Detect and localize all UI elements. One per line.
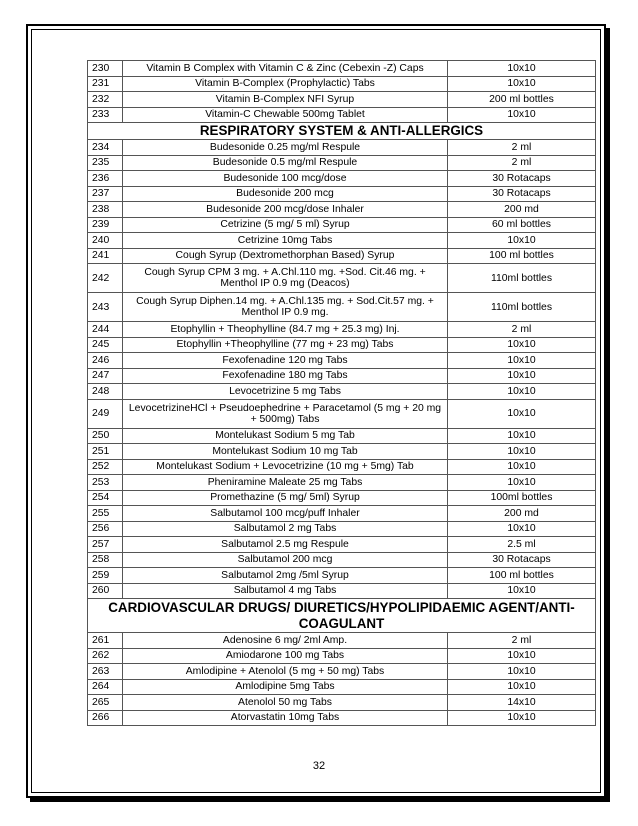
page-number: 32	[312, 760, 326, 772]
table-row	[88, 171, 596, 187]
item-name: Amlodipine + Atenolol (5 mg + 50 mg) Tabs	[123, 664, 448, 680]
item-number: 236	[88, 171, 123, 187]
item-pack-size: 10x10	[448, 664, 596, 680]
item-name: Levocetrizine 5 mg Tabs	[123, 384, 448, 400]
table-row	[88, 710, 596, 726]
table-row	[88, 648, 596, 664]
table-row	[88, 76, 596, 92]
item-pack-size: 200 md	[448, 202, 596, 218]
table-row	[88, 293, 596, 322]
section-header-row	[88, 123, 596, 140]
item-name: Salbutamol 2mg /5ml Syrup	[123, 568, 448, 584]
item-name: Etophyllin +Theophylline (77 mg + 23 mg) Tabs	[123, 337, 448, 353]
table-row	[88, 155, 596, 171]
item-pack-size: 10x10	[448, 521, 596, 537]
item-name: Cetrizine 10mg Tabs	[123, 233, 448, 249]
item-pack-size: 10x10	[448, 61, 596, 77]
item-name: Salbutamol 2.5 mg Respule	[123, 537, 448, 553]
item-number: 255	[88, 506, 123, 522]
item-number: 252	[88, 459, 123, 475]
item-pack-size: 10x10	[448, 428, 596, 444]
item-number: 231	[88, 76, 123, 92]
item-number: 256	[88, 521, 123, 537]
section-title: RESPIRATORY SYSTEM & ANTI-ALLERGICS	[88, 123, 596, 140]
item-name: Budesonide 200 mcg/dose Inhaler	[123, 202, 448, 218]
item-number: 264	[88, 679, 123, 695]
item-name: Salbutamol 4 mg Tabs	[123, 583, 448, 599]
item-number: 241	[88, 248, 123, 264]
section-header-row	[88, 599, 596, 633]
table-row	[88, 583, 596, 599]
item-number: 251	[88, 444, 123, 460]
item-pack-size: 100ml bottles	[448, 490, 596, 506]
table-row	[88, 475, 596, 491]
table-row	[88, 521, 596, 537]
table-row	[88, 459, 596, 475]
item-name: Vitamin B Complex with Vitamin C & Zinc (Cebexin -Z) Caps	[123, 61, 448, 77]
item-number: 257	[88, 537, 123, 553]
item-name: Amiodarone 100 mg Tabs	[123, 648, 448, 664]
item-name: Atenolol 50 mg Tabs	[123, 695, 448, 711]
item-pack-size: 10x10	[448, 107, 596, 123]
item-pack-size: 30 Rotacaps	[448, 171, 596, 187]
item-name: Budesonide 200 mcg	[123, 186, 448, 202]
item-number: 244	[88, 322, 123, 338]
item-pack-size: 2 ml	[448, 322, 596, 338]
table-row	[88, 537, 596, 553]
table-row	[88, 202, 596, 218]
drug-list-table	[87, 60, 596, 726]
table-row	[88, 568, 596, 584]
item-pack-size: 10x10	[448, 337, 596, 353]
item-pack-size: 14x10	[448, 695, 596, 711]
item-number: 253	[88, 475, 123, 491]
item-pack-size: 10x10	[448, 368, 596, 384]
item-number: 248	[88, 384, 123, 400]
item-name: Salbutamol 200 mcg	[123, 552, 448, 568]
item-number: 237	[88, 186, 123, 202]
item-pack-size: 10x10	[448, 459, 596, 475]
item-number: 261	[88, 633, 123, 649]
table-row	[88, 490, 596, 506]
item-number: 250	[88, 428, 123, 444]
item-name: Amlodipine 5mg Tabs	[123, 679, 448, 695]
item-name: Promethazine (5 mg/ 5ml) Syrup	[123, 490, 448, 506]
item-number: 258	[88, 552, 123, 568]
table-row	[88, 248, 596, 264]
item-pack-size: 10x10	[448, 399, 596, 428]
table-row	[88, 384, 596, 400]
table-row	[88, 368, 596, 384]
table-row	[88, 337, 596, 353]
item-pack-size: 10x10	[448, 679, 596, 695]
item-name: Budesonide 0.5 mg/ml Respule	[123, 155, 448, 171]
table-row	[88, 428, 596, 444]
item-pack-size: 2.5 ml	[448, 537, 596, 553]
item-name: Budesonide 0.25 mg/ml Respule	[123, 140, 448, 156]
table-row	[88, 444, 596, 460]
item-pack-size: 200 md	[448, 506, 596, 522]
item-pack-size: 100 ml bottles	[448, 248, 596, 264]
item-name: Cough Syrup CPM 3 mg. + A.Chl.110 mg. +Sod. Cit.46 mg. + Menthol IP 0.9 mg (Deacos)	[123, 264, 448, 293]
item-pack-size: 60 ml bottles	[448, 217, 596, 233]
item-pack-size: 10x10	[448, 475, 596, 491]
table-row	[88, 633, 596, 649]
item-pack-size: 10x10	[448, 648, 596, 664]
item-number: 259	[88, 568, 123, 584]
item-pack-size: 30 Rotacaps	[448, 552, 596, 568]
item-number: 266	[88, 710, 123, 726]
item-number: 249	[88, 399, 123, 428]
item-number: 260	[88, 583, 123, 599]
table-row	[88, 61, 596, 77]
item-name: Pheniramine Maleate 25 mg Tabs	[123, 475, 448, 491]
item-number: 238	[88, 202, 123, 218]
item-number: 235	[88, 155, 123, 171]
table-row	[88, 353, 596, 369]
item-number: 232	[88, 92, 123, 108]
item-name: Vitamin-C Chewable 500mg Tablet	[123, 107, 448, 123]
table-row	[88, 217, 596, 233]
item-name: Montelukast Sodium 5 mg Tab	[123, 428, 448, 444]
item-name: Salbutamol 100 mcg/puff Inhaler	[123, 506, 448, 522]
item-number: 242	[88, 264, 123, 293]
item-name: Etophyllin + Theophylline (84.7 mg + 25.3 mg) Inj.	[123, 322, 448, 338]
item-pack-size: 110ml bottles	[448, 293, 596, 322]
item-name: Cetrizine (5 mg/ 5 ml) Syrup	[123, 217, 448, 233]
item-number: 243	[88, 293, 123, 322]
item-name: Cough Syrup (Dextromethorphan Based) Syrup	[123, 248, 448, 264]
item-number: 263	[88, 664, 123, 680]
table-row	[88, 695, 596, 711]
item-pack-size: 10x10	[448, 583, 596, 599]
item-name: Fexofenadine 120 mg Tabs	[123, 353, 448, 369]
item-pack-size: 30 Rotacaps	[448, 186, 596, 202]
item-name: Salbutamol 2 mg Tabs	[123, 521, 448, 537]
table-row	[88, 552, 596, 568]
item-pack-size: 10x10	[448, 233, 596, 249]
item-pack-size: 10x10	[448, 444, 596, 460]
item-number: 239	[88, 217, 123, 233]
item-number: 247	[88, 368, 123, 384]
item-name: Vitamin B-Complex (Prophylactic) Tabs	[123, 76, 448, 92]
table-row	[88, 264, 596, 293]
item-name: Vitamin B-Complex NFI Syrup	[123, 92, 448, 108]
item-pack-size: 10x10	[448, 384, 596, 400]
item-name: Fexofenadine 180 mg Tabs	[123, 368, 448, 384]
item-number: 246	[88, 353, 123, 369]
item-pack-size: 10x10	[448, 353, 596, 369]
item-number: 234	[88, 140, 123, 156]
item-number: 245	[88, 337, 123, 353]
item-pack-size: 2 ml	[448, 140, 596, 156]
table-row	[88, 140, 596, 156]
item-name: Adenosine 6 mg/ 2ml Amp.	[123, 633, 448, 649]
item-name: Atorvastatin 10mg Tabs	[123, 710, 448, 726]
item-number: 262	[88, 648, 123, 664]
item-name: Budesonide 100 mcg/dose	[123, 171, 448, 187]
table-row	[88, 107, 596, 123]
item-number: 265	[88, 695, 123, 711]
section-title: CARDIOVASCULAR DRUGS/ DIURETICS/HYPOLIPIDAEMIC AGENT/ANTI-COAGULANT	[88, 599, 596, 633]
table-row	[88, 322, 596, 338]
item-pack-size: 10x10	[448, 710, 596, 726]
item-pack-size: 110ml bottles	[448, 264, 596, 293]
item-name: Montelukast Sodium + Levocetrizine (10 mg + 5mg) Tab	[123, 459, 448, 475]
item-name: Montelukast Sodium 10 mg Tab	[123, 444, 448, 460]
table-row	[88, 664, 596, 680]
table-row	[88, 92, 596, 108]
item-name: LevocetrizineHCl + Pseudoephedrine + Paracetamol (5 mg + 20 mg + 500mg) Tabs	[123, 399, 448, 428]
item-number: 233	[88, 107, 123, 123]
item-pack-size: 200 ml bottles	[448, 92, 596, 108]
item-number: 240	[88, 233, 123, 249]
item-pack-size: 2 ml	[448, 633, 596, 649]
item-number: 230	[88, 61, 123, 77]
table-row	[88, 399, 596, 428]
table-row	[88, 506, 596, 522]
table-row	[88, 186, 596, 202]
item-pack-size: 2 ml	[448, 155, 596, 171]
item-number: 254	[88, 490, 123, 506]
item-pack-size: 100 ml bottles	[448, 568, 596, 584]
table-row	[88, 679, 596, 695]
item-name: Cough Syrup Diphen.14 mg. + A.Chl.135 mg. + Sod.Cit.57 mg. + Menthol IP 0.9 mg.	[123, 293, 448, 322]
table-row	[88, 233, 596, 249]
item-pack-size: 10x10	[448, 76, 596, 92]
